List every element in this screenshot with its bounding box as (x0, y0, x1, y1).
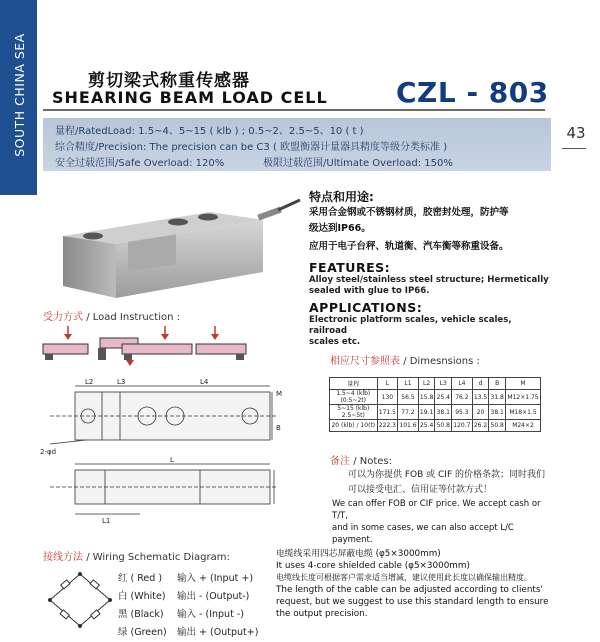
applications-text2: scales etc. (309, 337, 361, 347)
table-cell: 38.1 (435, 405, 452, 420)
features-heading-zh: 特点和用途: (309, 190, 374, 204)
table-cell: 56.5 (398, 390, 419, 405)
load-instruction-diagrams (40, 322, 300, 367)
table-row (330, 390, 541, 405)
wire-function: 输入 - (Input -) (177, 609, 244, 620)
wire-color-label: 黑 (Black) (118, 609, 164, 620)
page-number-underline (562, 148, 586, 149)
load-instruction-title-en: / Load Instruction : (86, 312, 180, 323)
cable-en-line3: request, but we suggest to use this standard length to ensure (276, 597, 549, 607)
table-cell: 20 (klb) / 10(t) (330, 420, 378, 432)
title-english: SHEARING BEAM LOAD CELL (52, 88, 328, 107)
cable-en-line1: It uses 4-core shielded cable (φ5×3000mm) (276, 561, 470, 571)
title-divider (43, 109, 545, 111)
dimensions-title (330, 352, 480, 367)
dim-label-l3: L3 (117, 378, 126, 386)
table-cell: 15.8 (418, 390, 435, 405)
table-header: L (377, 378, 398, 390)
cable-info (276, 548, 576, 620)
title-chinese: 剪切梁式称重传感器 (88, 71, 250, 91)
notes-zh (348, 468, 558, 498)
wiring-title-zh: 接线方法 (43, 552, 83, 563)
cable-zh-line2: 电缆线长度可根据客户需求适当增减，建议使用此长度以确保输出精度。 (276, 573, 532, 582)
table-cell: 76.2 (452, 390, 473, 405)
table-header: L1 (398, 378, 419, 390)
notes-title-en: / Notes: (353, 456, 392, 467)
notes-en-line1: We can offer FOB or CIF price. We accept cash or T/T, (332, 499, 541, 521)
load-diagram-4 (196, 326, 246, 360)
table-cell: 95.3 (452, 405, 473, 420)
features-zh-line3: 应用于电子台秤、轨道衡、汽车衡等称重设备。 (309, 241, 509, 252)
spec-safe-overload: 安全过载范围/Safe Overload: 120% (55, 158, 225, 169)
dim-label-l2: L2 (85, 378, 94, 386)
table-cell: 171.5 (377, 405, 398, 420)
table-cell: 1.5~4 (klb) (0.5~2t) (330, 390, 378, 405)
wiring-title-en: / Wiring Schematic Diagram: (86, 552, 230, 563)
dim-label-l4: L4 (200, 378, 209, 386)
wiring-row (118, 588, 258, 606)
wiring-row (118, 624, 258, 642)
table-header: L3 (435, 378, 452, 390)
table-cell: 31.8 (489, 390, 506, 405)
wire-function: 输入 + (Input +) (177, 573, 254, 584)
table-cell: 50.8 (489, 420, 506, 432)
wire-color-label: 红 ( Red ) (118, 573, 163, 584)
cable-zh-line1: 电缆线采用四芯屏蔽电缆 (φ5×3000mm) (276, 549, 441, 559)
features-section (309, 188, 549, 348)
dimensions-table (329, 377, 541, 432)
spec-band (43, 118, 551, 171)
page-number: 43 (566, 124, 586, 142)
table-cell: 19.1 (418, 405, 435, 420)
table-cell: 222.3 (377, 420, 398, 432)
spec-rated-load: 量程/RatedLoad: 1.5~4、5~15 ( klb ) ; 0.5~2、2.5~5、10 ( t ) (55, 126, 364, 137)
table-header-row (330, 378, 541, 390)
table-cell: 101.6 (398, 420, 419, 432)
table-header: d (472, 378, 489, 390)
wiring-list (118, 570, 258, 642)
cable-en-line2: The length of the cable can be adjusted according to clients' (276, 585, 543, 595)
dimensions-title-en: / Dimesnsions : (403, 356, 480, 367)
wire-function: 输出 + (Output+) (177, 627, 259, 638)
notes-title (330, 452, 392, 467)
features-text2: sealed with glue to IP66. (309, 286, 430, 296)
notes-en-line2: and in some cases, we can also accept L/C payment. (332, 523, 514, 545)
table-cell: M12×1.75 (506, 390, 541, 405)
table-header: 量程 (330, 378, 378, 390)
table-header: L4 (452, 378, 473, 390)
wire-color-label: 白 (White) (118, 591, 166, 602)
cable-en-line4: the output precision. (276, 609, 368, 619)
dim-label-b: B (276, 424, 281, 432)
sidebar-brand-text: SOUTH CHINA SEA (12, 33, 27, 157)
table-row (330, 405, 541, 420)
wire-color-label: 绿 (Green) (118, 627, 167, 638)
table-cell: 25.4 (418, 420, 435, 432)
table-cell: 26.2 (472, 420, 489, 432)
notes-zh-line1: 可以为你提供 FOB 或 CIF 的价格条款；同时我们 (348, 470, 545, 480)
features-zh-line2: 级达到IP66。 (309, 223, 371, 234)
table-cell: 13.5 (472, 390, 489, 405)
spec-ultimate-overload: 极限过载范围/Ultimate Overload: 150% (263, 158, 453, 169)
dim-label-l1: L1 (102, 517, 111, 525)
table-cell: 25.4 (435, 390, 452, 405)
features-text1: Alloy steel/stainless steel structure; Hermetically (309, 275, 549, 285)
wiring-row (118, 570, 258, 588)
model-number: CZL - 803 (396, 76, 549, 109)
table-header: M (506, 378, 541, 390)
load-instruction-title (43, 308, 180, 323)
table-cell: 50.8 (435, 420, 452, 432)
dimension-drawings (40, 378, 290, 528)
table-cell: M18×1.5 (506, 405, 541, 420)
load-instruction-title-zh: 受力方式 (43, 312, 83, 323)
table-cell: 130 (377, 390, 398, 405)
table-cell: 38.1 (489, 405, 506, 420)
table-row (330, 420, 541, 432)
table-cell: M24×2 (506, 420, 541, 432)
applications-heading-en: APPLICATIONS: (309, 300, 423, 315)
wiring-row (118, 606, 258, 624)
features-heading-en: FEATURES: (309, 260, 391, 275)
table-cell: 20 (472, 405, 489, 420)
notes-title-zh: 备注 (330, 456, 350, 467)
load-cell-product-image (58, 198, 308, 308)
dimensions-title-zh: 相应尺寸参照表 (330, 356, 400, 367)
table-cell: 5~15 (klb) 2.5~5t) (330, 405, 378, 420)
dim-label-l: L (170, 456, 174, 464)
wiring-title (43, 548, 230, 563)
notes-zh-line2: 可以接受电汇、信用证等付款方式！ (348, 485, 493, 495)
wire-function: 输出 - (Output-) (177, 591, 250, 602)
dim-label-d: 2-φd (40, 448, 57, 456)
features-zh-line1: 采用合金钢或不锈钢材质，胶密封处理，防护等 (309, 207, 509, 218)
table-header: B (489, 378, 506, 390)
applications-text1: Electronic platform scales, vehicle scales, railroad (309, 315, 512, 336)
table-header: L2 (418, 378, 435, 390)
wheatstone-bridge-diagram (44, 568, 116, 630)
table-cell: 77.2 (398, 405, 419, 420)
load-diagram-1 (43, 326, 88, 360)
spec-precision: 综合精度/Precision: The precision can be C3 ( 欧盟衡器计量器具精度等级分类标准 ) (55, 142, 448, 153)
table-cell: 120.7 (452, 420, 473, 432)
notes-en (332, 498, 557, 546)
dim-label-m: M (276, 390, 283, 398)
